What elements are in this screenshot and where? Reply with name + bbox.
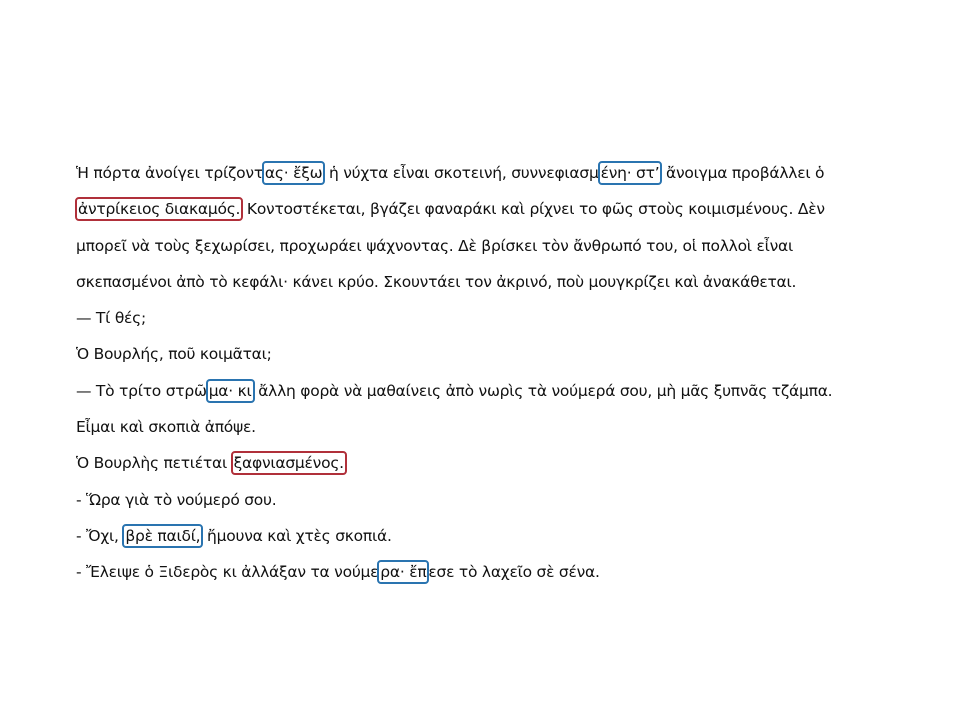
text-line xyxy=(76,191,936,227)
blue-highlight-box: ένη· στ’ xyxy=(598,161,663,185)
text-segment: ἡ νύχτα εἶναι σκοτεινή, συννεφιασμ xyxy=(324,164,599,182)
text-segment: Εἶμαι καὶ σκοπιὰ ἀπόψε. xyxy=(76,418,256,437)
text-segment: Ὁ Βουρλής, ποῦ κοιμᾶται; xyxy=(76,345,272,364)
text-line xyxy=(76,409,936,445)
text-line xyxy=(76,445,936,481)
red-highlight-box: ἀντρίκειος διακαμός. xyxy=(75,197,243,221)
text-line xyxy=(76,554,936,590)
blue-highlight-box: μα· κι xyxy=(206,379,255,403)
red-highlight-box: ξαφνιασμένος. xyxy=(231,451,347,475)
text-segment: Κοντοστέκεται, βγάζει φαναράκι καὶ ρίχνει το φῶς στοὺς κοιμισμένους. Δὲν xyxy=(242,200,825,219)
greek-text-passage xyxy=(76,155,936,591)
text-segment: - Ὥρα γιὰ τὸ νούμερό σου. xyxy=(76,490,277,509)
text-segment: - Ἔλειψε ὁ Ξιδερὸς κι ἀλλάξαν τα νούμε xyxy=(76,563,379,582)
text-line xyxy=(76,482,936,518)
blue-highlight-box: βρὲ παιδί, xyxy=(122,524,203,548)
text-segment: - Ὄχι, xyxy=(76,526,124,545)
text-segment: σκεπασμένοι ἀπὸ τὸ κεφάλι· κάνει κρύο. Σκουντάει τον ἀκρινό, ποὺ μουγκρίζει καὶ ἀνακάθεται. xyxy=(76,272,797,291)
text-segment: ἄλλη φορὰ νὰ μαθαίνεις ἀπὸ νωρὶς τὰ νούμερά σου, μὴ μᾶς ξυπνᾶς τζάμπα. xyxy=(253,381,833,400)
text-segment: ἄνοιγμα προβάλλει ὁ xyxy=(661,164,825,182)
text-line xyxy=(76,228,936,264)
text-segment: μπορεῖ νὰ τοὺς ξεχωρίσει, προχωράει ψάχνοντας. Δὲ βρίσκει τὸν ἄνθρωπό του, οἱ πολλοὶ εἶναι xyxy=(76,236,793,255)
text-line xyxy=(76,336,936,372)
blue-highlight-box: ας· ἔξω xyxy=(262,161,325,185)
text-line xyxy=(76,373,936,409)
text-line xyxy=(76,300,936,336)
text-segment: Ἡ πόρτα ἀνοίγει τρίζοντ xyxy=(76,164,263,182)
text-segment: ἤμουνα καὶ χτὲς σκοπιά. xyxy=(202,526,392,545)
text-segment: — Τί θές; xyxy=(76,309,146,328)
text-segment: — Τὸ τρίτο στρῶ xyxy=(76,381,207,400)
text-line xyxy=(76,264,936,300)
text-line xyxy=(76,518,936,554)
blue-highlight-box: ρα· ἔπ xyxy=(377,560,429,584)
text-line xyxy=(76,155,936,191)
text-segment: Ὁ Βουρλὴς πετιέται xyxy=(76,454,232,473)
text-segment: εσε τὸ λαχεῖο σὲ σένα. xyxy=(428,563,600,582)
